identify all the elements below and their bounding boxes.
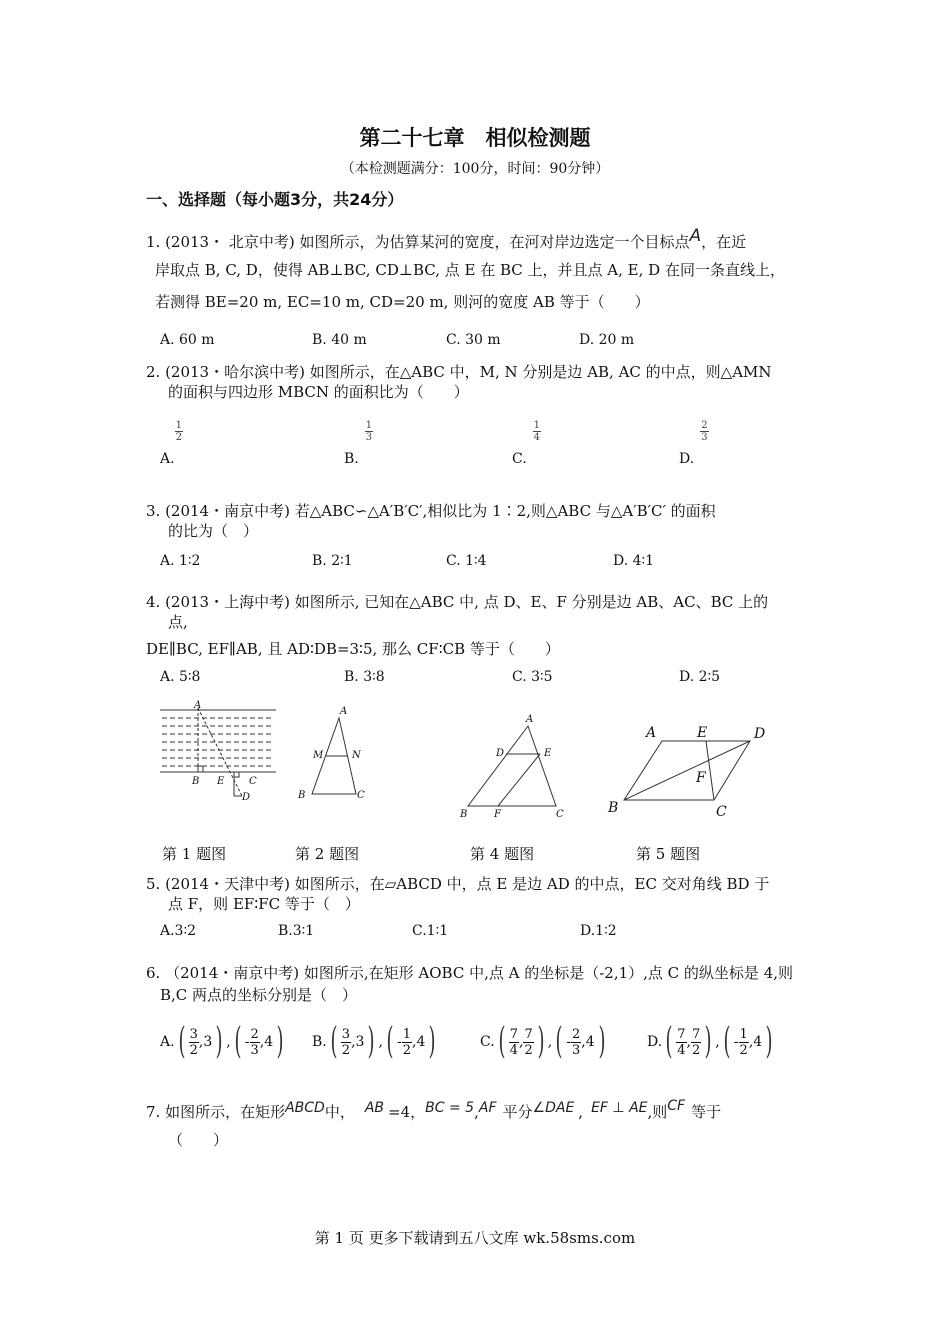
q3-line2: 的比为（ ） [168, 522, 259, 540]
fig1-label-b: B [192, 776, 200, 787]
fig1-right-angle-c [234, 772, 239, 777]
q6-d-frac-1 [676, 1027, 686, 1058]
fig5-segment-ec [706, 741, 714, 800]
q6-c-paren-close-2: ) [598, 1021, 606, 1062]
figure-5 [604, 718, 774, 824]
q6-option-b[interactable]: B.( $\frac{3}{2}$ ,3) ,( - $\frac{1}{2}$ ,4) [312, 1021, 436, 1062]
q5-option-b[interactable]: B.3∶1 [278, 923, 315, 939]
fig1-water-lines [162, 718, 274, 766]
q6-a-f2-den: 3 [250, 1042, 259, 1058]
q6-d-f1-num: 7 [677, 1026, 686, 1042]
q2-option-c[interactable] [512, 420, 541, 467]
q7-mid2: 平分 [502, 1103, 533, 1121]
fig2-label-a: A [340, 706, 348, 717]
q7-tail: 等于 [691, 1103, 722, 1121]
q6-a-frac-1 [189, 1027, 199, 1058]
fig2-label-n: N [352, 750, 361, 761]
q6-a-f1-den: 2 [189, 1042, 198, 1058]
q6-c-f1-den: 4 [509, 1042, 518, 1058]
q6-option-d[interactable]: D.( $\frac{7}{4}$ , $\frac{7}{2}$ ) ,( - $\frac{1}{2}$ ,4) [647, 1021, 773, 1062]
fig4-label-d: D [496, 748, 505, 759]
q7-ef: EF ⊥ AE [591, 1100, 648, 1116]
fig1-label-e: E [217, 776, 225, 787]
q2-c-den: 4 [533, 432, 541, 443]
q2-option-b-label: B. [344, 450, 359, 467]
q3-option-d[interactable]: D. 4∶1 [613, 553, 655, 569]
q2-b-den: 3 [365, 432, 373, 443]
q6-d-f2-num: 1 [739, 1026, 748, 1042]
q6-c-paren-open-2: ( [555, 1021, 563, 1062]
q4-line1: 4. (2013・上海中考) 如图所示, 已知在△ABC 中, 点 D、E、F 分别是边 AB、AC、BC 上的 [146, 593, 769, 611]
q1-line1 [146, 226, 747, 254]
fig5-label-b: B [608, 800, 619, 816]
q6-b-paren-open-2: ( [386, 1021, 394, 1062]
q6-c-f1-num: 7 [509, 1026, 518, 1042]
q5-line2: 点 F，则 EF∶FC 等于（ ） [168, 895, 360, 913]
fig4-label-a: A [526, 714, 534, 725]
q6-c-label: C. [480, 1034, 495, 1050]
q2-a-den: 2 [175, 432, 182, 443]
q6-d-f1b-den: 2 [691, 1042, 701, 1058]
q6-a-paren-open-1: ( [178, 1021, 186, 1062]
q6-c-neg: - [566, 1034, 572, 1050]
q6-option-a[interactable]: A.( $\frac{3}{2}$ ,3) ,( - $\frac{2}{3}$ ,4) [160, 1021, 284, 1062]
fig4-triangle-abc [468, 726, 556, 806]
q6-b-p1-tail: ,3 [351, 1034, 365, 1050]
q1-option-d[interactable]: D. 20 m [579, 332, 635, 348]
q6-d-paren-close-2: ) [765, 1021, 773, 1062]
q2-option-c-label: C. [512, 450, 527, 467]
q6-d-p1-sep: , [686, 1034, 691, 1050]
q2-c-num: 1 [533, 420, 541, 431]
q2-d-den: 3 [701, 432, 708, 443]
q4-line3: DE∥BC, EF∥AB, 且 AD∶DB=3∶5, 那么 CF∶CB 等于（ ） [146, 640, 560, 658]
q6-c-f1b-den: 2 [524, 1042, 533, 1058]
q6-a-frac-2 [250, 1027, 260, 1058]
q6-d-f1b-num: 7 [691, 1026, 701, 1042]
q1-option-a[interactable]: A. 60 m [160, 332, 215, 348]
q1-option-c[interactable]: C. 30 m [446, 332, 501, 348]
q7-prefix: 7. 如图所示，在矩形 [146, 1103, 286, 1121]
fig5-label-c: C [716, 804, 727, 820]
q3-option-a[interactable]: A. 1∶2 [160, 553, 201, 569]
q1-point-a: A [689, 226, 702, 246]
q6-a-p1-tail: ,3 [198, 1034, 213, 1050]
q6-a-paren-close-2: ) [276, 1021, 284, 1062]
fig5-label-e: E [697, 725, 708, 741]
caption-figure-2: 第 2 题图 [295, 845, 360, 863]
q6-a-label: A. [160, 1034, 175, 1050]
q5-option-a[interactable]: A.3∶2 [160, 923, 197, 939]
q1-line3: 若测得 BE=20 m, EC=10 m, CD=20 m, 则河的宽度 AB 等于（ ） [155, 293, 650, 311]
fig4-label-f: F [494, 809, 501, 820]
q1-option-b[interactable]: B. 40 m [312, 332, 367, 348]
q7-bc: BC = 5 [425, 1100, 475, 1116]
fig5-label-a: A [646, 725, 657, 741]
q6-b-f2-den: 2 [402, 1042, 411, 1058]
q3-option-b[interactable]: B. 2∶1 [312, 553, 353, 569]
q2-line1: 2. (2013・哈尔滨中考) 如图所示，在△ABC 中，M, N 分别是边 AB, AC 的中点，则△AMN [146, 363, 772, 381]
figure-4 [454, 710, 572, 822]
q6-c-paren-open-1: ( [498, 1021, 506, 1062]
q7-then: ,则 [647, 1103, 668, 1121]
q7-rect-name: ABCD [285, 1100, 325, 1116]
fig1-label-d: D [242, 792, 251, 803]
q6-b-frac-2 [402, 1027, 412, 1058]
q4-option-a[interactable]: A. 5∶8 [160, 669, 201, 685]
q6-c-p1-sep: , [519, 1034, 524, 1050]
q6-b-p2-tail: ,4 [412, 1034, 426, 1050]
q4-option-d[interactable]: D. 2∶5 [679, 669, 721, 685]
fig2-label-b: B [298, 790, 306, 801]
caption-figure-5: 第 5 题图 [636, 845, 701, 863]
fig1-right-angle-b [198, 766, 203, 772]
q6-a-f1-num: 3 [189, 1026, 198, 1042]
q6-a-neg: - [244, 1034, 250, 1050]
fig1-label-a: A [194, 700, 202, 711]
q4-line2: 点, [168, 613, 188, 631]
q2-option-a-frac [175, 420, 183, 443]
q6-b-label: B. [312, 1034, 327, 1050]
q6-d-paren-open-1: ( [665, 1021, 673, 1062]
fig5-label-f: F [696, 770, 706, 786]
q7-angle: ∠DAE [532, 1100, 575, 1116]
q6-d-frac-1b [691, 1027, 701, 1058]
q6-line2: B,C 两点的坐标分别是（ ） [160, 986, 358, 1004]
q6-d-paren-close-1: ) [704, 1021, 712, 1062]
q7-cf: CF [667, 1098, 686, 1114]
q6-c-frac-1 [509, 1027, 519, 1058]
q2-a-num: 1 [175, 420, 182, 431]
figure-2 [294, 700, 374, 806]
q7-line1: 7. 如图所示，在矩形ABCD中， AB =4，BC = 5,AF 平分∠DAE , EF ⊥ AE,则CF 等于 [146, 1098, 722, 1121]
q6-d-neg: - [733, 1034, 739, 1050]
q5-option-c[interactable]: C.1∶1 [412, 923, 449, 939]
page-title: 第二十七章 相似检测题 [359, 126, 591, 150]
fig4-label-e: E [544, 748, 552, 759]
q2-option-a[interactable] [160, 420, 183, 467]
q6-a-paren-close-1: ) [215, 1021, 223, 1062]
q6-b-neg: - [396, 1034, 402, 1050]
q6-c-f2-den: 3 [572, 1042, 581, 1058]
q2-option-a-label: A. [160, 450, 175, 467]
q2-option-d[interactable] [679, 420, 709, 467]
q6-c-f2-num: 2 [572, 1026, 581, 1042]
q6-d-frac-2 [739, 1027, 749, 1058]
q6-c-frac-2 [571, 1027, 581, 1058]
fig4-label-b: B [460, 809, 468, 820]
caption-figure-4: 第 4 题图 [470, 845, 535, 863]
q2-option-d-frac [700, 420, 708, 443]
q6-d-p2-tail: ,4 [748, 1034, 763, 1050]
q6-line1: 6. （2014・南京中考) 如图所示,在矩形 AOBC 中,点 A 的坐标是（-2,1）,点 C 的纵坐标是 4,则 [146, 964, 794, 982]
q6-b-frac-1 [341, 1027, 351, 1058]
q5-line1: 5. (2014・天津中考) 如图所示，在▱ABCD 中，点 E 是边 AD 的中点，EC 交对角线 BD 于 [146, 875, 770, 893]
q6-option-c[interactable]: C.( $\frac{7}{4}$ , $\frac{7}{2}$ ) ,( - $\frac{2}{3}$ ,4) [480, 1021, 606, 1062]
q6-b-paren-close-2: ) [428, 1021, 436, 1062]
caption-figure-1: 第 1 题图 [162, 845, 227, 863]
fig4-segment-ef [498, 754, 540, 806]
q6-a-f2-num: 2 [250, 1026, 259, 1042]
q7-ab: AB [364, 1100, 385, 1116]
q7-mid1: 中， [324, 1103, 355, 1121]
q4-option-c[interactable]: C. 3∶5 [512, 669, 553, 685]
q6-d-label: D. [647, 1034, 663, 1050]
q2-line2: 的面积与四边形 MBCN 的面积比为（ ） [168, 383, 469, 401]
q1-line1-tail: ，在近 [701, 233, 747, 251]
q3-option-c[interactable]: C. 1∶4 [446, 553, 487, 569]
fig2-label-m: M [313, 750, 324, 761]
q2-d-num: 2 [701, 420, 708, 431]
q6-c-f1b-num: 7 [524, 1026, 533, 1042]
q7-af: AF [478, 1100, 497, 1116]
q6-d-f2-den: 2 [739, 1042, 748, 1058]
q4-option-b[interactable]: B. 3∶8 [344, 669, 385, 685]
fig1-label-c: C [249, 776, 257, 787]
q5-option-d[interactable]: D.1∶2 [580, 923, 617, 939]
q6-d-paren-open-2: ( [723, 1021, 731, 1062]
q2-option-c-frac [533, 420, 541, 443]
q6-a-p2-tail: ,4 [259, 1034, 274, 1050]
q6-d-f1-den: 4 [677, 1042, 686, 1058]
q7-line2: （ ） [168, 1131, 229, 1149]
q1-line1-text: 1. (2013・ 北京中考) 如图所示，为估算某河的宽度，在河对岸边选定一个目标点 [146, 233, 690, 251]
page-footer: 第 1 页 更多下载请到五八文库 wk.58sms.com [314, 1229, 636, 1247]
q6-b-f1-den: 2 [341, 1042, 351, 1058]
q6-b-paren-open-1: ( [330, 1021, 338, 1062]
figure-1 [156, 700, 284, 806]
fig4-label-c: C [556, 809, 564, 820]
q6-c-frac-1b [523, 1027, 533, 1058]
q7-ab-val: =4， [388, 1103, 426, 1121]
fig5-label-d: D [754, 726, 766, 742]
q2-option-b[interactable] [344, 420, 373, 467]
q6-b-f1-num: 3 [341, 1026, 351, 1042]
q6-c-paren-close-1: ) [537, 1021, 545, 1062]
q1-line2: 岸取点 B, C, D，使得 AB⊥BC, CD⊥BC, 点 E 在 BC 上，并且点 A, E, D 在同一条直线上， [155, 261, 785, 279]
q6-c-p2-tail: ,4 [581, 1034, 595, 1050]
q2-b-num: 1 [365, 420, 373, 431]
q3-line1: 3. (2014・南京中考) 若△ABC∽△A′B′C′,相似比为 1∶2,则△ABC 与△A′B′C′ 的面积 [146, 502, 716, 520]
q6-b-paren-close-1: ) [367, 1021, 375, 1062]
page-subtitle: （本检测题满分：100分，时间：90分钟） [340, 161, 610, 177]
q2-option-b-frac [365, 420, 373, 443]
fig2-label-c: C [357, 790, 365, 801]
section-heading: 一、选择题（每小题3分，共24分） [146, 190, 404, 209]
q6-b-f2-num: 1 [402, 1026, 411, 1042]
q2-option-d-label: D. [679, 450, 695, 467]
q6-a-paren-open-2: ( [234, 1021, 242, 1062]
